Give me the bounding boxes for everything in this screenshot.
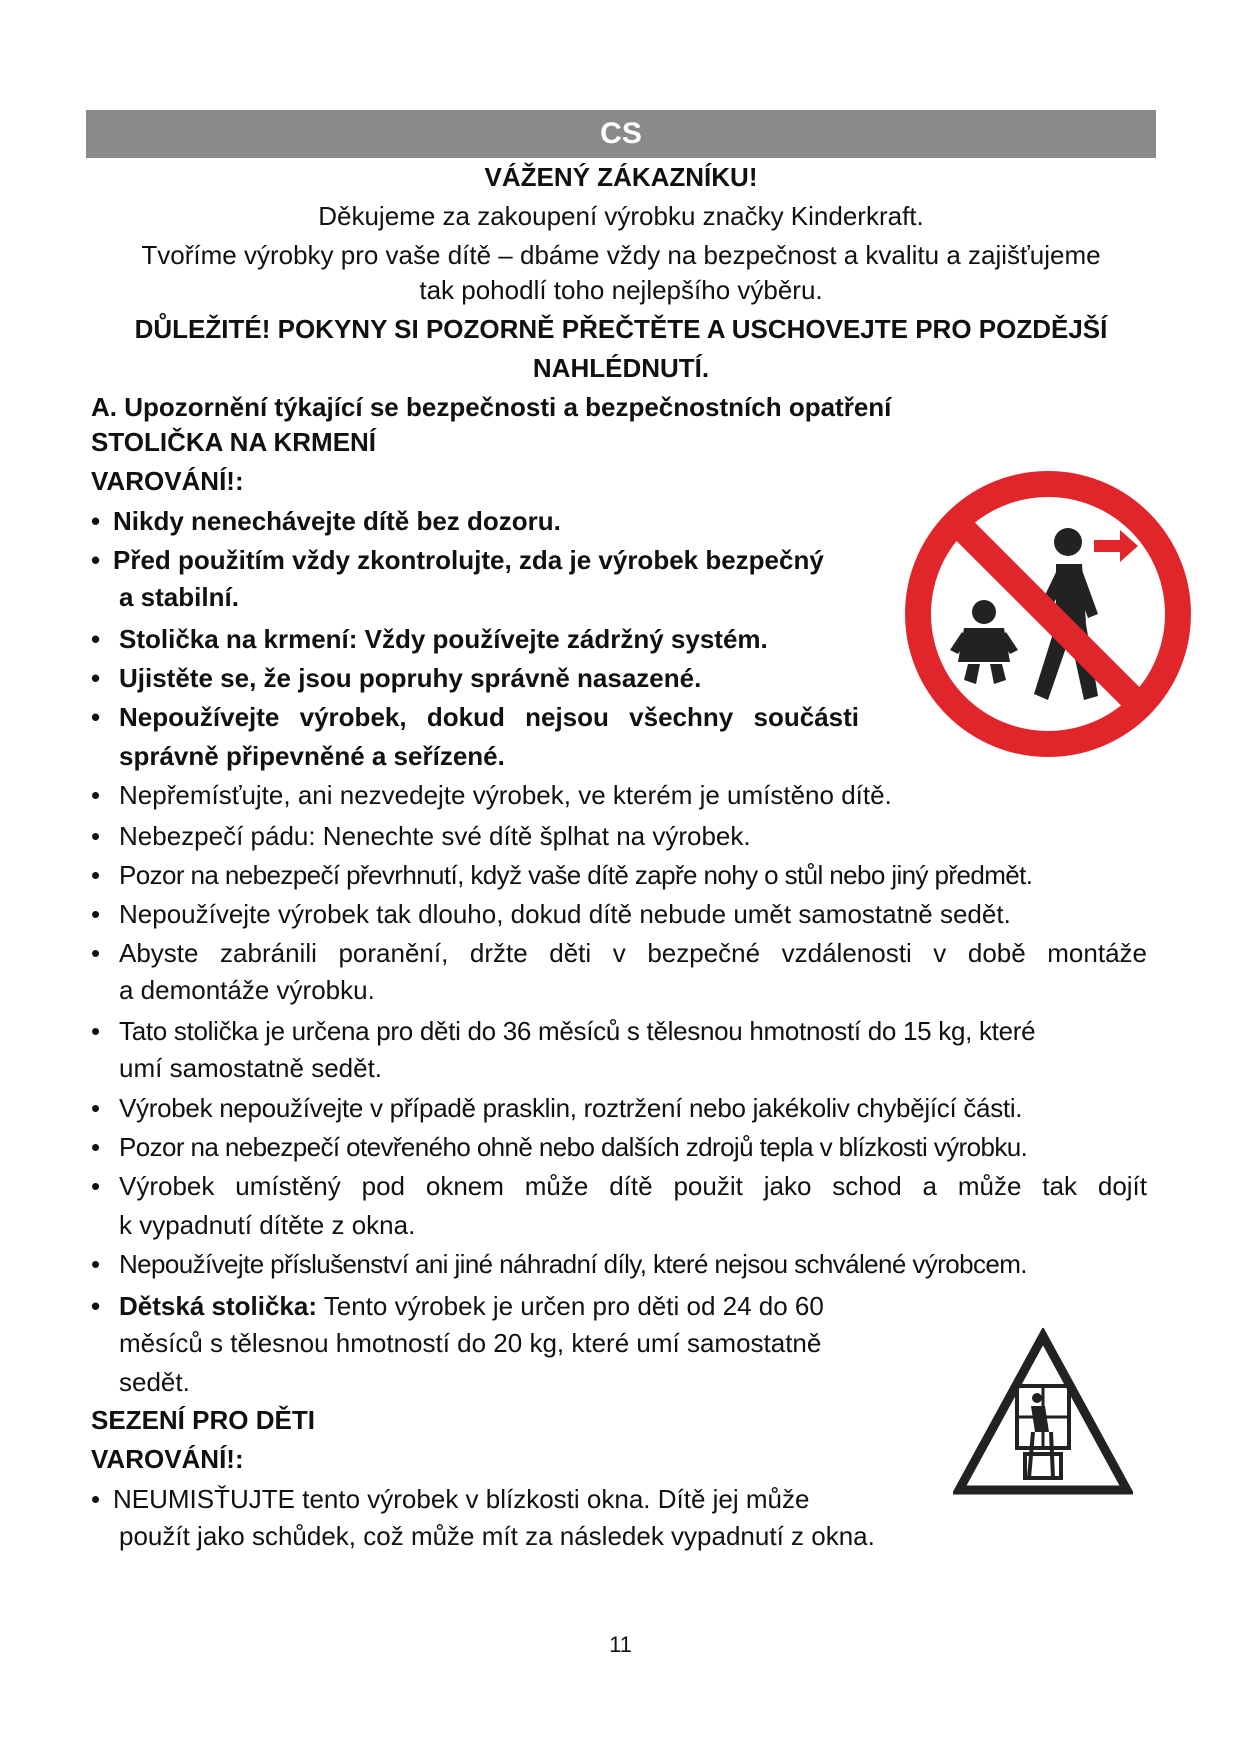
bullet-bold-lead: Dětská stolička:: [119, 1291, 317, 1321]
bullet-text-cont: měsíců s tělesnou hmotností do 20 kg, které umí samostatně: [119, 1328, 822, 1358]
bullet-text: [119, 1291, 824, 1322]
bullet: •: [91, 545, 101, 575]
bullet-text-cont: umí samostatně sedět.: [119, 1053, 383, 1083]
important-line-2: NAHLÉDNUTÍ.: [532, 353, 710, 383]
bullet-text: Stolička na krmení: Vždy používejte zádržný systém.: [119, 624, 768, 654]
section-b-warning: VAROVÁNÍ!:: [91, 1444, 244, 1474]
bullet: •: [91, 860, 101, 890]
intro-line-2: tak pohodlí toho nejlepšího výběru.: [419, 275, 823, 305]
bullet-text-cont: použít jako schůdek, což může mít za následek vypadnutí z okna.: [119, 1521, 875, 1551]
bullet: •: [91, 1249, 101, 1279]
bullet-text: Výrobek nepoužívejte v případě prasklin, roztržení nebo jakékoliv chybějící části.: [119, 1093, 1023, 1123]
bullet: •: [91, 780, 101, 810]
bullet-text: Ujistěte se, že jsou popruhy správně nasazené.: [119, 663, 702, 693]
bullet: •: [91, 899, 101, 929]
bullet-text: Pozor na nebezpečí převrhnutí, když vaše dítě zapře nohy o stůl nebo jiný předmět.: [119, 860, 1033, 890]
bullet: •: [91, 1291, 101, 1321]
bullet-text: Nikdy nenechávejte dítě bez dozoru.: [113, 506, 561, 536]
bullet-text: Nepoužívejte výrobek, dokud nejsou všechny součásti: [119, 702, 859, 732]
bullet-text: Nepřemísťujte, ani nezvedejte výrobek, ve kterém je umístěno dítě.: [119, 780, 892, 810]
bullet-text-cont: sedět.: [119, 1367, 190, 1397]
intro-line-1: Tvoříme výrobky pro vaše dítě – dbáme vždy na bezpečnost a kvalitu a zajišťujeme: [141, 240, 1101, 270]
section-a-title: A. Upozornění týkající se bezpečnosti a bezpečnostních opatření: [91, 392, 892, 422]
section-b-title: SEZENÍ PRO DĚTI: [91, 1405, 315, 1435]
bullet: •: [91, 1016, 101, 1046]
bullet: •: [91, 702, 101, 732]
important-line-1: DŮLEŽITÉ! POKYNY SI POZORNĚ PŘEČTĚTE A USCHOVEJTE PRO POZDĚJŠÍ: [134, 314, 1108, 344]
section-a-warning: VAROVÁNÍ!:: [91, 466, 244, 496]
bullet-text-rest: Tento výrobek je určen pro děti od 24 do 60: [316, 1291, 824, 1321]
bullet: •: [91, 506, 101, 536]
bullet: •: [91, 938, 101, 968]
bullet-text: Abyste zabránili poranění, držte děti v bezpečné vzdálenosti v době montáže: [119, 938, 1147, 968]
bullet: •: [91, 821, 101, 851]
bullet: •: [91, 663, 101, 693]
section-a-subtitle: STOLIČKA NA KRMENÍ: [91, 427, 377, 457]
bullet-text: Nepoužívejte výrobek tak dlouho, dokud dítě nebude umět samostatně sedět.: [119, 899, 1011, 929]
bullet-text: Pozor na nebezpečí otevřeného ohně nebo dalších zdrojů tepla v blízkosti výrobku.: [119, 1132, 1028, 1162]
bullet-text: Nebezpečí pádu: Nenechte své dítě šplhat na výrobek.: [119, 821, 751, 851]
bullet-text: Nepoužívejte příslušenství ani jiné náhradní díly, které nejsou schválené výrobcem.: [119, 1249, 1027, 1279]
bullet-text-cont: a stabilní.: [119, 582, 239, 612]
bullet-text: Před použitím vždy zkontrolujte, zda je výrobek bezpečný: [113, 545, 824, 575]
bullet-text: Tato stolička je určena pro děti do 36 měsíců s tělesnou hmotností do 15 kg, které: [119, 1016, 1036, 1046]
bullet: •: [91, 624, 101, 654]
bullet-text-cont: a demontáže výrobku.: [119, 975, 375, 1005]
bullet-text-cont: správně připevněné a seřízené.: [119, 741, 505, 771]
bullet: •: [91, 1484, 101, 1514]
no-leave-child-icon: [898, 464, 1198, 764]
page-number: 11: [609, 1632, 632, 1657]
bullet: •: [91, 1093, 101, 1123]
window-fall-warning-icon: [953, 1328, 1133, 1498]
greeting: VÁŽENÝ ZÁKAZNÍKU!: [484, 162, 758, 192]
bullet: •: [91, 1171, 101, 1201]
language-header-bar: [86, 110, 1156, 158]
bullet-text: Výrobek umístěný pod oknem může dítě použit jako schod a může tak dojít: [119, 1171, 1147, 1201]
bullet-text: NEUMISŤUJTE tento výrobek v blízkosti okna. Dítě jej může: [113, 1484, 810, 1514]
thanks-text: Děkujeme za zakoupení výrobku značky Kinderkraft.: [318, 201, 924, 231]
bullet-text-cont: k vypadnutí dítěte z okna.: [119, 1210, 416, 1240]
language-code: CS: [600, 117, 642, 150]
bullet: •: [91, 1132, 101, 1162]
